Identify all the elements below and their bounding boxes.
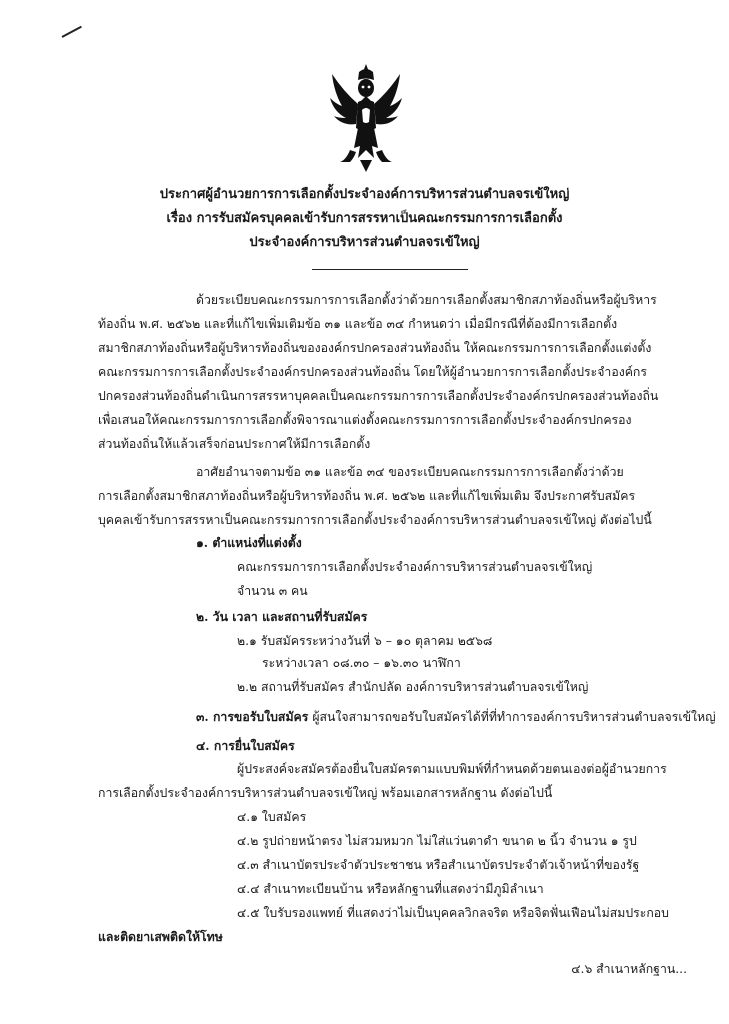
section-4-item: ๔.๒ รูปถ่ายหน้าตรง ไม่สวมหมวก ไม่ใส่แว่นตาดำ ขนาด ๒ นิ้ว จำนวน ๑ รูป xyxy=(237,834,637,848)
section-4-intro-line: ผู้ประสงค์จะสมัครต้องยื่นใบสมัครตามแบบพิมพ์ที่กำหนดด้วยตนเองต่อผู้อำนวยการ xyxy=(237,762,667,776)
text-line: ด้วยระเบียบคณะกรรมการการเลือกตั้งว่าด้วยการเลือกตั้งสมาชิกสภาท้องถิ่นหรือผู้บริหาร xyxy=(196,293,657,307)
text-line: คณะกรรมการการเลือกตั้งประจำองค์กรปกครองส่วนท้องถิ่น โดยให้ผู้อำนวยการการเลือกตั้งประจำองค์กร xyxy=(98,365,647,379)
text-line: อาศัยอำนาจตามข้อ ๓๑ และข้อ ๓๔ ของระเบียบคณะกรรมการการเลือกตั้งว่าด้วย xyxy=(196,465,624,479)
section-4-item: ๔.๓ สำเนาบัตรประจำตัวประชาชน หรือสำเนาบัตรประจำตัวเจ้าหน้าที่ของรัฐ xyxy=(237,858,640,872)
section-1-heading: ๑. ตำแหน่งที่แต่งตั้ง xyxy=(196,535,302,550)
subject-line: เรื่อง การรับสมัครบุคคลเข้ารับการสรรหาเป็นคณะกรรมการการเลือกตั้ง xyxy=(166,211,563,226)
title-line: ประกาศผู้อำนวยการการเลือกตั้งประจำองค์การบริหารส่วนตำบลจรเข้ใหญ่ xyxy=(159,187,570,202)
section-2-line: ๒.๒ สถานที่รับสมัคร สำนักปลัด องค์การบริหารส่วนตำบลจรเข้ใหญ่ xyxy=(237,680,589,694)
garuda-emblem-icon xyxy=(328,62,404,174)
section-3-text: ผู้สนใจสามารถขอรับใบสมัครได้ที่ที่ทำการองค์การบริหารส่วนตำบลจรเข้ใหญ่ xyxy=(312,710,716,724)
section-3 xyxy=(196,706,716,728)
section-3-heading: ๓. การขอรับใบสมัคร xyxy=(196,709,309,724)
title-line: ประจำองค์การบริหารส่วนตำบลจรเข้ใหญ่ xyxy=(249,235,480,250)
section-4-intro-line: การเลือกตั้งประจำองค์การบริหารส่วนตำบลจรเข้ใหญ่ พร้อมเอกสารหลักฐาน ดังต่อไปนี้ xyxy=(98,786,553,800)
intro-paragraph-1 xyxy=(98,288,698,456)
pen-mark xyxy=(62,26,82,38)
text-line: บุคคลเข้ารับการสรรหาเป็นคณะกรรมการการเลือกตั้งประจำองค์การบริหารส่วนตำบลจรเข้ใหญ่ ดังต่อไปนี้ xyxy=(98,513,652,527)
section-4-item: ๔.๔ สำเนาทะเบียนบ้าน หรือหลักฐานที่แสดงว่ามีภูมิลำเนา xyxy=(237,882,544,896)
text-line: ท้องถิ่น พ.ศ. ๒๕๖๒ และที่แก้ไขเพิ่มเติมข้อ ๓๑ และข้อ ๓๔ กำหนดว่า เมื่อมีกรณีที่ต้องมีการเลือกตั้ง xyxy=(98,317,618,331)
section-2-heading: ๒. วัน เวลา และสถานที่รับสมัคร xyxy=(196,609,368,624)
announcement-heading xyxy=(0,183,729,255)
section-1-line: จำนวน ๓ คน xyxy=(237,584,308,598)
section-4-heading: ๔. การยื่นใบสมัคร xyxy=(196,738,295,753)
section-4-item: ๔.๕ ใบรับรองแพทย์ ที่แสดงว่าไม่เป็นบุคคลวิกลจริต หรือจิตฟั่นเฟือนไม่สมประกอบ xyxy=(237,906,669,920)
section-2-line: ๒.๑ รับสมัครระหว่างวันที่ ๖ – ๑๐ ตุลาคม ๒๕๖๘ xyxy=(237,634,493,648)
section-4-item: ๔.๑ ใบสมัคร xyxy=(237,810,307,824)
section-2-line: ระหว่างเวลา ๐๘.๓๐ – ๑๖.๓๐ นาฬิกา xyxy=(262,656,461,670)
text-line: ส่วนท้องถิ่นให้แล้วเสร็จก่อนประกาศให้มีการเลือกตั้ง xyxy=(98,437,371,451)
next-page-reference: ๔.๖ สำเนาหลักฐาน... xyxy=(571,962,687,976)
text-line: เพื่อเสนอให้คณะกรรมการการเลือกตั้งพิจารณาแต่งตั้งคณะกรรมการการเลือกตั้งประจำองค์กรปกครอง xyxy=(98,413,632,427)
heading-divider xyxy=(312,269,468,270)
text-line: ปกครองส่วนท้องถิ่นดำเนินการสรรหาบุคคลเป็นคณะกรรมการการเลือกตั้งประจำองค์กรปกครองส่วนท้องถิ่น xyxy=(98,389,659,403)
intro-paragraph-2 xyxy=(98,460,698,532)
text-line: การเลือกตั้งสมาชิกสภาท้องถิ่นหรือผู้บริหารท้องถิ่น พ.ศ. ๒๕๖๒ และที่แก้ไขเพิ่มเติม จึงประกาศรับสมัคร xyxy=(98,489,636,503)
text-line: สมาชิกสภาท้องถิ่นหรือผู้บริหารท้องถิ่นขององค์กรปกครองส่วนท้องถิ่น ให้คณะกรรมการการเลือกตั้งแต่งตั้ง xyxy=(98,341,652,355)
section-4-continuation: และติดยาเสพติดให้โทษ xyxy=(98,929,223,944)
section-1-line: คณะกรรมการการเลือกตั้งประจำองค์การบริหารส่วนตำบลจรเข้ใหญ่ xyxy=(237,560,593,574)
